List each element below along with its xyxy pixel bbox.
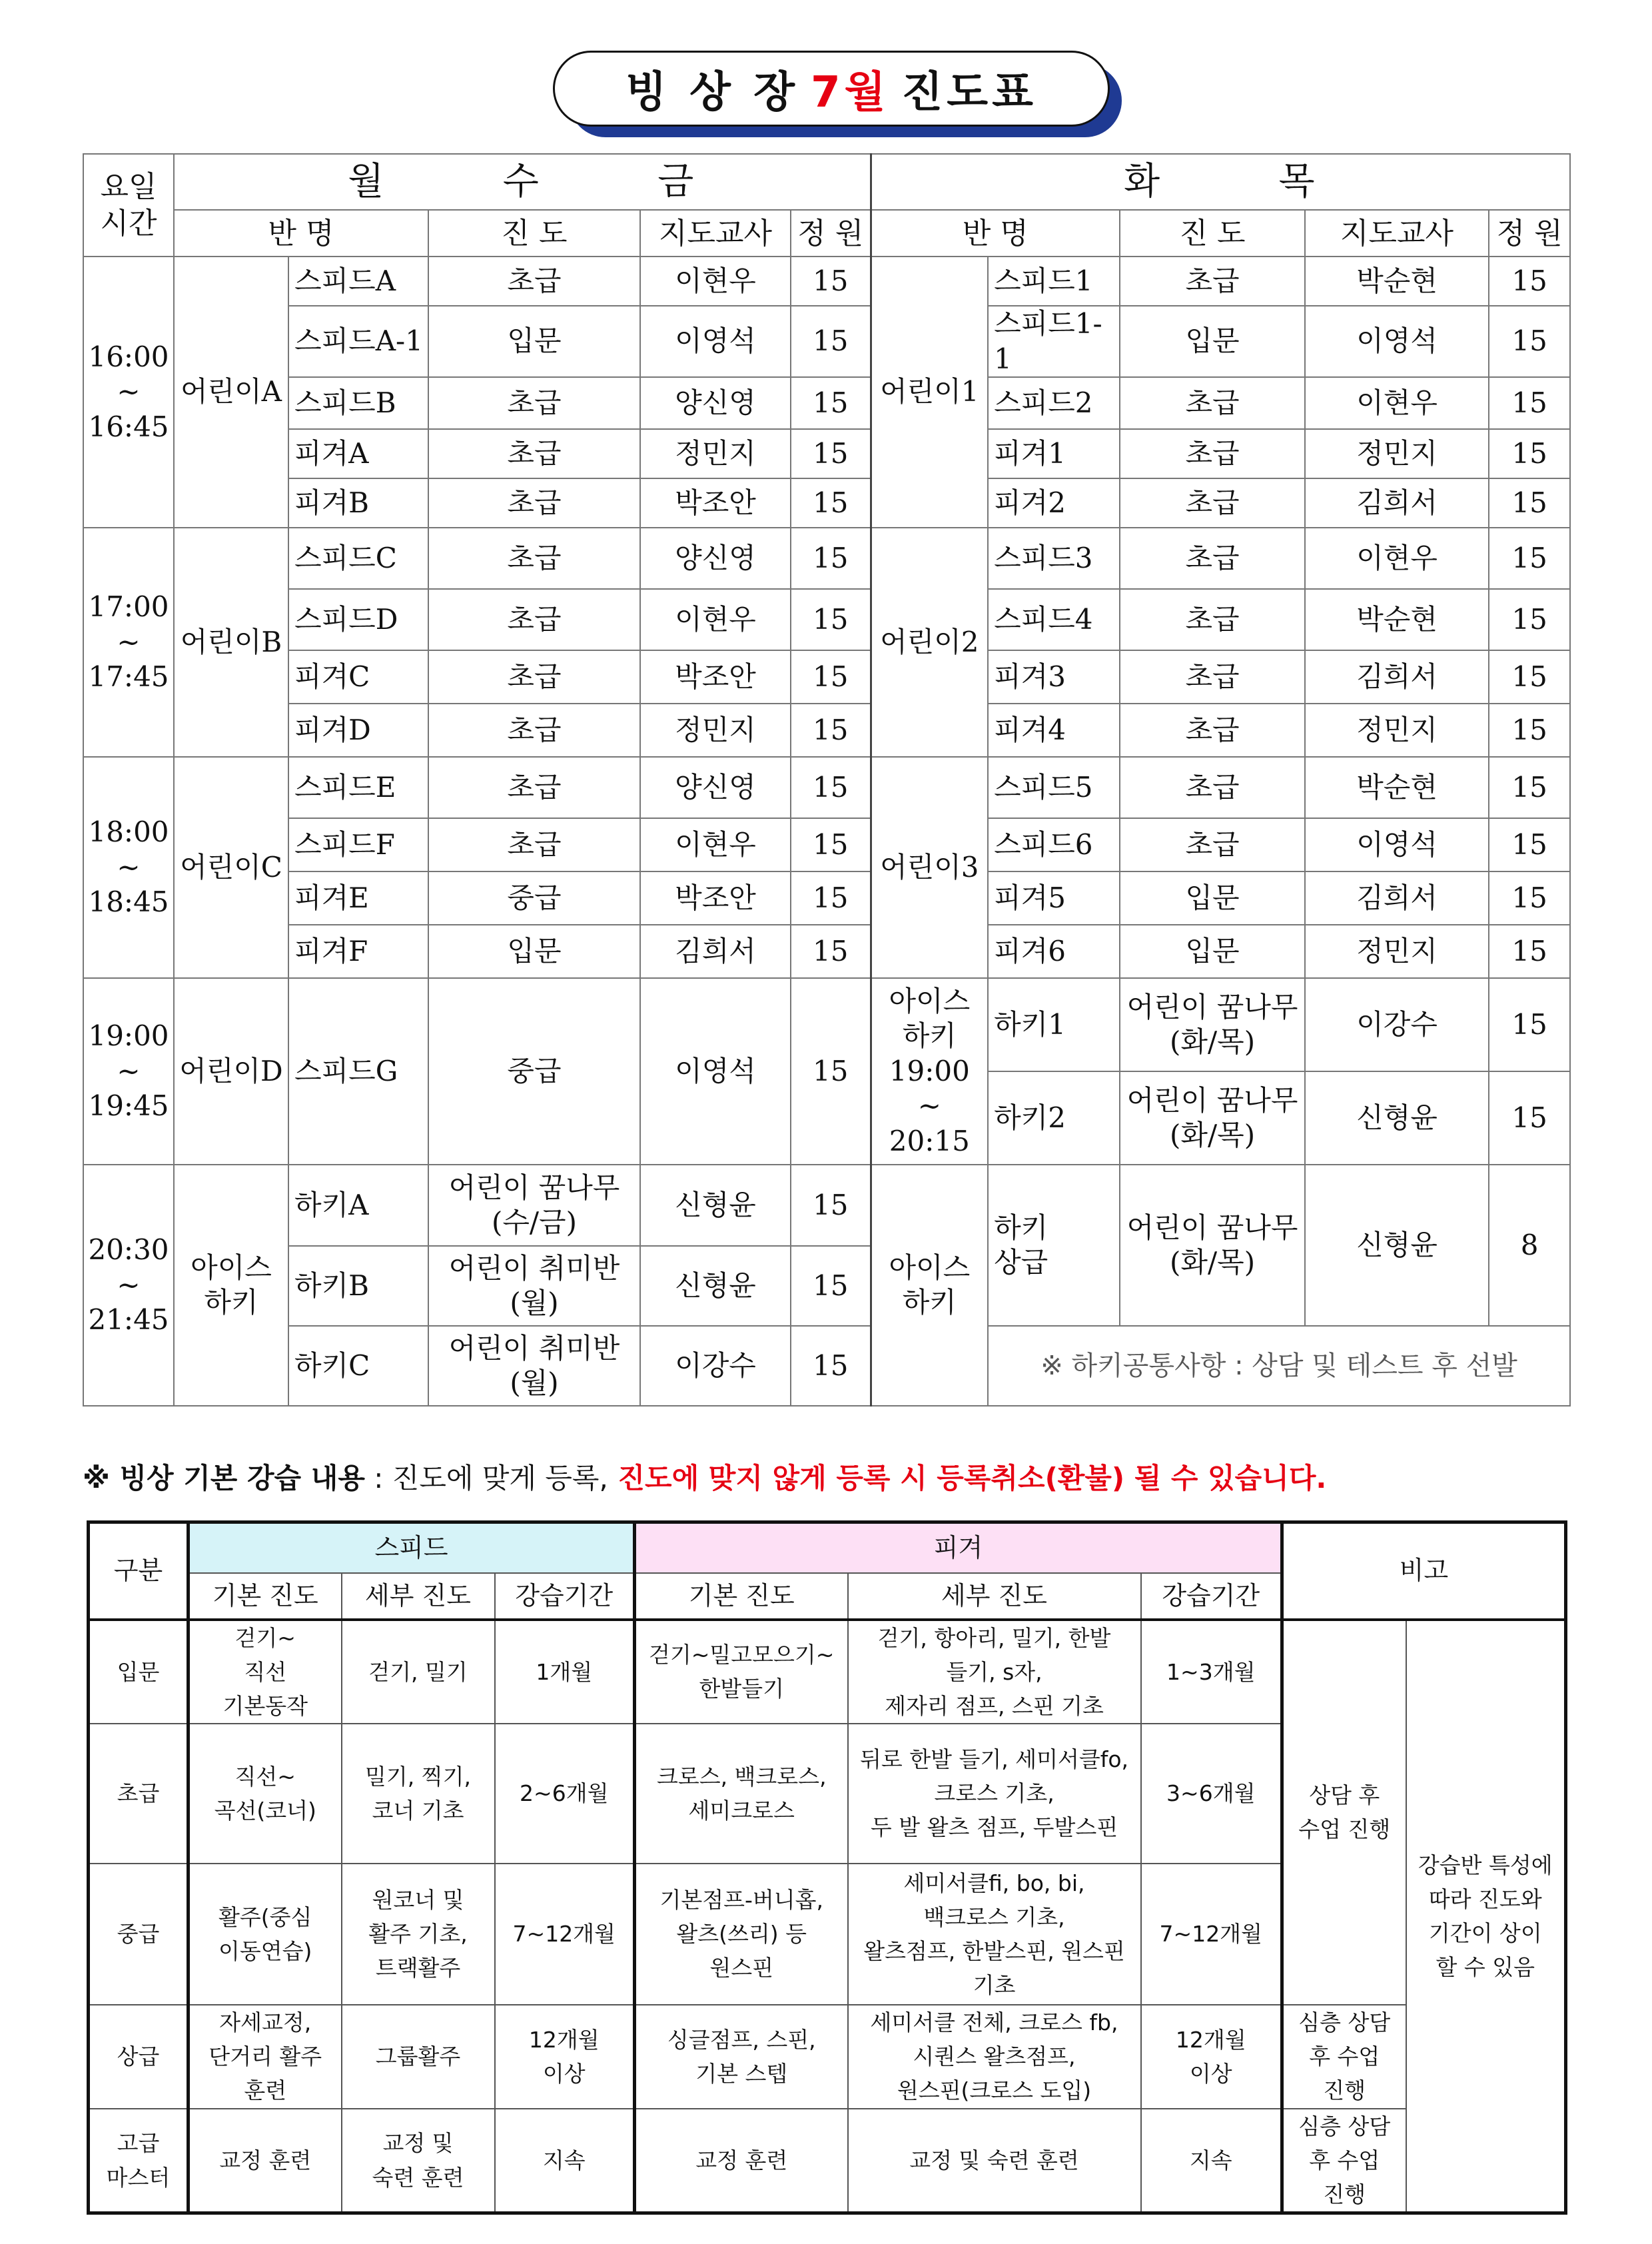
teacher-name: 박순현 xyxy=(1305,757,1489,818)
capacity: 15 xyxy=(1489,757,1570,818)
table-row xyxy=(83,429,1570,478)
class-name: 피겨E xyxy=(288,871,428,925)
figure-period: 1~3개월 xyxy=(1141,1620,1282,1724)
speed-subheader: 기본 진도 xyxy=(189,1573,342,1620)
progress-level: 초급 xyxy=(1120,429,1305,478)
table-row xyxy=(89,2109,1566,2213)
class-name: 하키B xyxy=(288,1246,428,1326)
teacher-name: 양신영 xyxy=(640,377,791,429)
table-row xyxy=(83,1326,1570,1406)
capacity: 15 xyxy=(791,306,871,377)
notice-line xyxy=(83,1456,1569,1496)
progress-level: 초급 xyxy=(1120,650,1305,704)
progress-level: 초급 xyxy=(428,429,640,478)
table-row xyxy=(83,154,1570,210)
class-name: 스피드D xyxy=(288,589,428,650)
remark-note: 강습반 특성에 따라 진도와 기간이 상이 할 수 있음 xyxy=(1406,1620,1566,2213)
capacity: 15 xyxy=(1489,978,1570,1071)
class-name: 피겨D xyxy=(288,704,428,757)
progress-level: 어린이 꿈나무 (화/목) xyxy=(1120,978,1305,1071)
table-row xyxy=(89,1620,1566,1724)
capacity: 15 xyxy=(791,377,871,429)
capacity: 15 xyxy=(791,478,871,528)
subheader-teacher: 지도교사 xyxy=(640,210,791,257)
speed-header: 스피드 xyxy=(189,1522,635,1573)
subheader-capacity: 정 원 xyxy=(1489,210,1570,257)
teacher-name: 이현우 xyxy=(640,818,791,871)
class-name: 피겨B xyxy=(288,478,428,528)
progress-level: 초급 xyxy=(1120,377,1305,429)
subheader-capacity: 정 원 xyxy=(791,210,871,257)
progress-level: 입문 xyxy=(1120,306,1305,377)
table-row xyxy=(89,2005,1566,2109)
group-name: 어린이A xyxy=(174,257,288,528)
class-name: 스피드E xyxy=(288,757,428,818)
capacity: 15 xyxy=(791,818,871,871)
page-title xyxy=(553,51,1110,127)
figure-period: 지속 xyxy=(1141,2109,1282,2213)
class-name: 피겨4 xyxy=(988,704,1120,757)
teacher-name: 이영석 xyxy=(1305,818,1489,871)
speed-basic: 걷기~ 직선 기본동작 xyxy=(189,1620,342,1724)
table-row xyxy=(83,257,1570,306)
subheader-class: 반 명 xyxy=(871,210,1120,257)
progress-level: 어린이 꿈나무 (화/목) xyxy=(1120,1165,1305,1326)
teacher-name: 신형윤 xyxy=(640,1246,791,1326)
capacity: 15 xyxy=(791,704,871,757)
group-name: 어린이D xyxy=(174,978,288,1165)
capacity: 15 xyxy=(1489,818,1570,871)
class-name: 스피드1-1 xyxy=(988,306,1120,377)
table-row xyxy=(83,650,1570,704)
teacher-name: 이영석 xyxy=(1305,306,1489,377)
teacher-name: 이현우 xyxy=(1305,377,1489,429)
progress-level: 초급 xyxy=(1120,589,1305,650)
progress-level: 입문 xyxy=(428,306,640,377)
figure-detail: 교정 및 숙련 훈련 xyxy=(848,2109,1141,2213)
notice-title: ※ 빙상 기본 강습 내용 xyxy=(83,1462,365,1494)
teacher-name: 박조안 xyxy=(640,478,791,528)
teacher-name: 이영석 xyxy=(640,306,791,377)
teacher-name: 양신영 xyxy=(640,528,791,589)
teacher-name: 정민지 xyxy=(640,429,791,478)
group-name: 아이스 하키 xyxy=(871,1165,988,1406)
speed-detail: 밀기, 찍기, 코너 기초 xyxy=(342,1724,495,1864)
capacity: 15 xyxy=(1489,1071,1570,1165)
capacity: 15 xyxy=(1489,925,1570,978)
hockey-note: ※ 하키공통사항 : 상담 및 테스트 후 선발 xyxy=(988,1326,1570,1406)
capacity: 15 xyxy=(791,650,871,704)
teacher-name: 정민지 xyxy=(1305,704,1489,757)
progress-level: 초급 xyxy=(428,478,640,528)
table-row xyxy=(83,978,1570,1071)
progress-level: 초급 xyxy=(428,377,640,429)
capacity: 15 xyxy=(1489,377,1570,429)
figure-detail: 걷기, 항아리, 밀기, 한발 들기, s자, 제자리 점프, 스핀 기초 xyxy=(848,1620,1141,1724)
speed-detail: 그룹활주 xyxy=(342,2005,495,2109)
teacher-name: 정민지 xyxy=(1305,429,1489,478)
table-row xyxy=(83,818,1570,871)
capacity: 15 xyxy=(1489,306,1570,377)
capacity: 15 xyxy=(1489,650,1570,704)
figure-detail: 뒤로 한발 들기, 세미서클fo, 크로스 기초, 두 발 왈츠 점프, 두발스핀 xyxy=(848,1724,1141,1864)
progress-level: 초급 xyxy=(1120,818,1305,871)
figure-subheader: 세부 진도 xyxy=(848,1573,1141,1620)
notice-text: : 진도에 맞게 등록, xyxy=(364,1462,608,1494)
figure-detail: 세미서클fi, bo, bi, 백크로스 기초, 왈츠점프, 한발스핀, 원스핀 기초 xyxy=(848,1864,1141,2005)
lessons-table xyxy=(87,1520,1567,2215)
class-name: 피겨1 xyxy=(988,429,1120,478)
progress-level: 초급 xyxy=(428,650,640,704)
capacity: 15 xyxy=(1489,871,1570,925)
capacity: 15 xyxy=(1489,478,1570,528)
figure-detail: 세미서클 전체, 크로스 fb, 시퀀스 왈츠점프, 원스핀(크로스 도입) xyxy=(848,2005,1141,2109)
table-row xyxy=(83,306,1570,377)
capacity: 15 xyxy=(791,1246,871,1326)
class-name: 스피드2 xyxy=(988,377,1120,429)
group-name: 어린이3 xyxy=(871,757,988,978)
class-name: 스피드3 xyxy=(988,528,1120,589)
class-name: 피겨5 xyxy=(988,871,1120,925)
class-name: 스피드1 xyxy=(988,257,1120,306)
table-row xyxy=(83,704,1570,757)
progress-level: 초급 xyxy=(1120,257,1305,306)
teacher-name: 김희서 xyxy=(1305,478,1489,528)
table-row xyxy=(83,210,1570,257)
day-group-mwf: 월 수 금 xyxy=(174,154,871,210)
title-suffix: 진도표 xyxy=(901,68,1037,117)
capacity: 8 xyxy=(1489,1165,1570,1326)
level-label: 중급 xyxy=(89,1864,189,2005)
table-row xyxy=(83,377,1570,429)
speed-period: 12개월 이상 xyxy=(495,2005,635,2109)
class-name: 스피드4 xyxy=(988,589,1120,650)
class-name: 피겨C xyxy=(288,650,428,704)
class-name: 하키 상급 xyxy=(988,1165,1120,1326)
class-name: 스피드F xyxy=(288,818,428,871)
group-name: 아이스 하키 19:00 ~ 20:15 xyxy=(871,978,988,1165)
capacity: 15 xyxy=(1489,429,1570,478)
group-name: 아이스 하키 xyxy=(174,1165,288,1406)
teacher-name: 이현우 xyxy=(640,257,791,306)
class-name: 스피드C xyxy=(288,528,428,589)
remark-deep-consult: 심층 상담 후 수업 진행 xyxy=(1282,2109,1406,2213)
subheader-progress: 진 도 xyxy=(1120,210,1305,257)
progress-level: 초급 xyxy=(1120,528,1305,589)
notice-warning: 진도에 맞지 않게 등록 시 등록취소(환불) 될 수 있습니다. xyxy=(608,1462,1327,1494)
class-name: 스피드A xyxy=(288,257,428,306)
figure-period: 3~6개월 xyxy=(1141,1724,1282,1864)
teacher-name: 신형윤 xyxy=(1305,1165,1489,1326)
capacity: 15 xyxy=(791,871,871,925)
capacity: 15 xyxy=(791,589,871,650)
class-name: 하키2 xyxy=(988,1071,1120,1165)
teacher-name: 이영석 xyxy=(640,978,791,1165)
speed-basic: 활주(중심 이동연습) xyxy=(189,1864,342,2005)
remark-deep-consult: 심층 상담 후 수업 진행 xyxy=(1282,2005,1406,2109)
figure-period: 7~12개월 xyxy=(1141,1864,1282,2005)
speed-basic: 교정 훈련 xyxy=(189,2109,342,2213)
class-name: 피겨6 xyxy=(988,925,1120,978)
level-label: 상급 xyxy=(89,2005,189,2109)
subheader-class: 반 명 xyxy=(174,210,428,257)
progress-level: 초급 xyxy=(428,528,640,589)
progress-level: 초급 xyxy=(1120,478,1305,528)
figure-subheader: 기본 진도 xyxy=(635,1573,848,1620)
speed-period: 2~6개월 xyxy=(495,1724,635,1864)
figure-basic: 싱글점프, 스핀, 기본 스텝 xyxy=(635,2005,848,2109)
class-name: 피겨2 xyxy=(988,478,1120,528)
progress-level: 어린이 꿈나무 (수/금) xyxy=(428,1165,640,1246)
teacher-name: 박조안 xyxy=(640,871,791,925)
title-prefix: 빙 상 장 xyxy=(625,68,799,117)
progress-level: 입문 xyxy=(1120,925,1305,978)
progress-level: 어린이 취미반 (월) xyxy=(428,1326,640,1406)
teacher-name: 김희서 xyxy=(640,925,791,978)
figure-header: 피겨 xyxy=(635,1522,1282,1573)
progress-level: 초급 xyxy=(428,589,640,650)
capacity: 15 xyxy=(791,1326,871,1406)
table-row xyxy=(83,871,1570,925)
level-label: 입문 xyxy=(89,1620,189,1724)
lessons-header-label: 구분 xyxy=(89,1522,189,1620)
progress-level: 입문 xyxy=(1120,871,1305,925)
group-name: 어린이B xyxy=(174,528,288,757)
teacher-name: 정민지 xyxy=(1305,925,1489,978)
figure-basic: 크로스, 백크로스, 세미크로스 xyxy=(635,1724,848,1864)
teacher-name: 이현우 xyxy=(1305,528,1489,589)
progress-level: 중급 xyxy=(428,978,640,1165)
class-name: 스피드G xyxy=(288,978,428,1165)
capacity: 15 xyxy=(791,528,871,589)
table-row xyxy=(83,478,1570,528)
group-name: 어린이2 xyxy=(871,528,988,757)
capacity: 15 xyxy=(791,429,871,478)
progress-level: 중급 xyxy=(428,871,640,925)
class-name: 피겨F xyxy=(288,925,428,978)
teacher-name: 박순현 xyxy=(1305,589,1489,650)
level-label: 고급 마스터 xyxy=(89,2109,189,2213)
table-row xyxy=(83,589,1570,650)
speed-detail: 원코너 및 활주 기초, 트랙활주 xyxy=(342,1864,495,2005)
speed-subheader: 세부 진도 xyxy=(342,1573,495,1620)
speed-period: 1개월 xyxy=(495,1620,635,1724)
capacity: 15 xyxy=(1489,704,1570,757)
corner-header: 요일 시간 xyxy=(83,154,174,257)
class-name: 스피드6 xyxy=(988,818,1120,871)
time-slot: 20:30 ~ 21:45 xyxy=(83,1165,174,1406)
capacity: 15 xyxy=(791,257,871,306)
group-name: 어린이C xyxy=(174,757,288,978)
class-name: 하키C xyxy=(288,1326,428,1406)
class-name: 하키1 xyxy=(988,978,1120,1071)
time-slot: 18:00 ~ 18:45 xyxy=(83,757,174,978)
capacity: 15 xyxy=(1489,257,1570,306)
time-slot: 19:00 ~ 19:45 xyxy=(83,978,174,1165)
capacity: 15 xyxy=(791,925,871,978)
time-slot: 16:00 ~ 16:45 xyxy=(83,257,174,528)
teacher-name: 박조안 xyxy=(640,650,791,704)
title-month: 7월 xyxy=(811,68,890,117)
class-name: 하키A xyxy=(288,1165,428,1246)
figure-subheader: 강습기간 xyxy=(1141,1573,1282,1620)
teacher-name: 이현우 xyxy=(640,589,791,650)
level-label: 초급 xyxy=(89,1724,189,1864)
capacity: 15 xyxy=(791,1165,871,1246)
remarks-header: 비고 xyxy=(1282,1522,1566,1620)
figure-period: 12개월 이상 xyxy=(1141,2005,1282,2109)
speed-detail: 걷기, 밀기 xyxy=(342,1620,495,1724)
group-name: 어린이1 xyxy=(871,257,988,528)
speed-period: 지속 xyxy=(495,2109,635,2213)
class-name: 피겨3 xyxy=(988,650,1120,704)
progress-level: 초급 xyxy=(428,257,640,306)
title-banner xyxy=(553,51,1126,137)
speed-basic: 자세교정, 단거리 활주 훈련 xyxy=(189,2005,342,2109)
teacher-name: 양신영 xyxy=(640,757,791,818)
figure-basic: 기본점프-버니홉, 왈츠(쓰리) 등 원스핀 xyxy=(635,1864,848,2005)
teacher-name: 정민지 xyxy=(640,704,791,757)
progress-level: 입문 xyxy=(428,925,640,978)
schedule-table xyxy=(83,153,1571,1406)
subheader-teacher: 지도교사 xyxy=(1305,210,1489,257)
progress-level: 초급 xyxy=(428,704,640,757)
teacher-name: 이강수 xyxy=(640,1326,791,1406)
progress-level: 초급 xyxy=(1120,704,1305,757)
table-row xyxy=(83,528,1570,589)
table-row xyxy=(83,925,1570,978)
table-row xyxy=(89,1522,1566,1573)
speed-basic: 직선~ 곡선(코너) xyxy=(189,1724,342,1864)
teacher-name: 박순현 xyxy=(1305,257,1489,306)
table-row xyxy=(83,1165,1570,1246)
figure-basic: 걷기~밀고모으기~ 한발들기 xyxy=(635,1620,848,1724)
progress-level: 초급 xyxy=(428,818,640,871)
teacher-name: 이강수 xyxy=(1305,978,1489,1071)
speed-subheader: 강습기간 xyxy=(495,1573,635,1620)
teacher-name: 신형윤 xyxy=(1305,1071,1489,1165)
time-slot: 17:00 ~ 17:45 xyxy=(83,528,174,757)
table-row xyxy=(83,757,1570,818)
class-name: 스피드A-1 xyxy=(288,306,428,377)
speed-period: 7~12개월 xyxy=(495,1864,635,2005)
progress-level: 어린이 취미반 (월) xyxy=(428,1246,640,1326)
teacher-name: 김희서 xyxy=(1305,871,1489,925)
class-name: 스피드B xyxy=(288,377,428,429)
teacher-name: 신형윤 xyxy=(640,1165,791,1246)
capacity: 15 xyxy=(791,757,871,818)
capacity: 15 xyxy=(1489,528,1570,589)
figure-basic: 교정 훈련 xyxy=(635,2109,848,2213)
progress-level: 초급 xyxy=(1120,757,1305,818)
teacher-name: 김희서 xyxy=(1305,650,1489,704)
class-name: 피겨A xyxy=(288,429,428,478)
progress-level: 어린이 꿈나무 (화/목) xyxy=(1120,1071,1305,1165)
progress-level: 초급 xyxy=(428,757,640,818)
subheader-progress: 진 도 xyxy=(428,210,640,257)
remark-consult: 상담 후 수업 진행 xyxy=(1282,1620,1406,2005)
speed-detail: 교정 및 숙련 훈련 xyxy=(342,2109,495,2213)
capacity: 15 xyxy=(1489,589,1570,650)
capacity: 15 xyxy=(791,978,871,1165)
class-name: 스피드5 xyxy=(988,757,1120,818)
day-group-tt: 화 목 xyxy=(871,154,1570,210)
